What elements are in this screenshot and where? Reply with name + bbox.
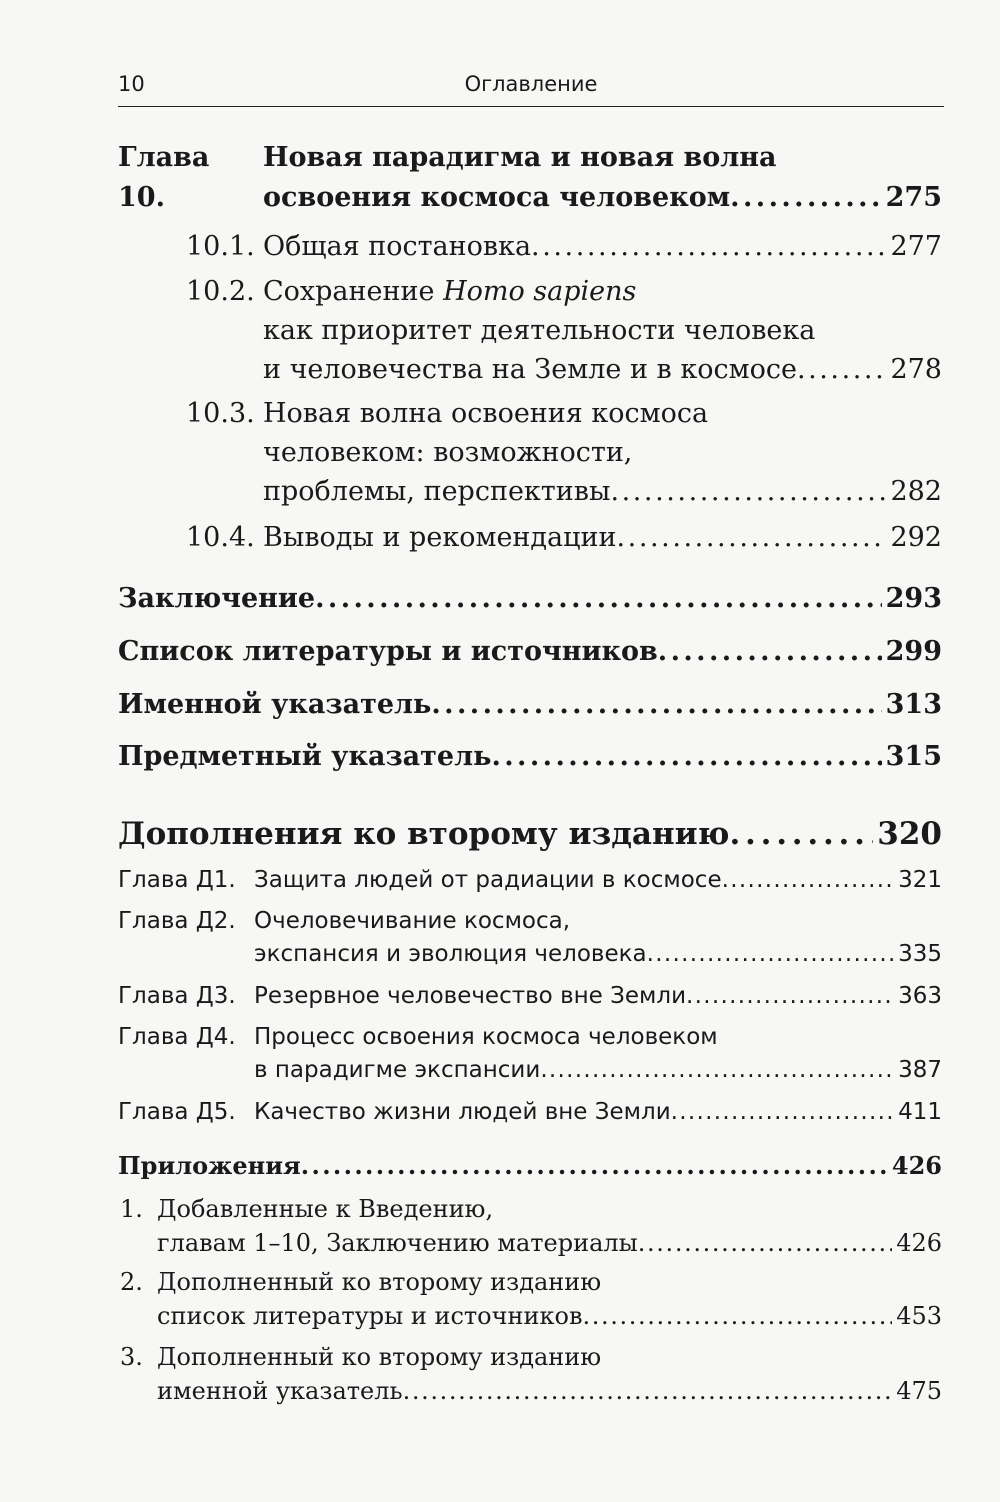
- chapter-title-line: Новая парадигма и новая волна: [263, 142, 777, 173]
- leader-dots: [582, 1299, 892, 1333]
- toc-appendix-2[interactable]: [120, 1265, 942, 1333]
- appendix-number: 1.: [120, 1195, 143, 1223]
- page-ref: 275: [885, 182, 942, 213]
- entry-title: Предметный указатель: [118, 741, 492, 772]
- page-ref: 313: [885, 689, 942, 720]
- chapter-label: Глава Д3.: [118, 983, 236, 1009]
- appendix-title-line: Добавленные к Введению,: [157, 1195, 494, 1223]
- leader-dots: [531, 227, 886, 266]
- appendix-title-last-line: именной указатель: [157, 1377, 403, 1405]
- toc-chapter-10[interactable]: [118, 138, 942, 218]
- section-title-line: как приоритет деятельности человека: [263, 315, 816, 346]
- section-title-prefix: Сохранение: [263, 276, 444, 307]
- toc-conclusion[interactable]: [118, 579, 942, 619]
- leader-dots: [647, 938, 894, 971]
- leader-dots: [658, 632, 882, 672]
- section-title: Общая постановка: [263, 231, 532, 262]
- leader-dots: [730, 178, 881, 218]
- leader-dots: [617, 518, 887, 557]
- toc-chapter-d2[interactable]: [118, 905, 942, 971]
- chapter-label: Глава Д1.: [118, 867, 236, 893]
- leader-dots: [315, 579, 882, 619]
- page-ref: 426: [896, 1229, 942, 1257]
- toc-appendix-3[interactable]: [120, 1340, 942, 1408]
- page-ref: 426: [891, 1151, 942, 1180]
- section-heading: Дополнения ко второму изданию: [118, 816, 730, 852]
- appendix-title-last-line: главам 1–10, Заключению материалы: [157, 1229, 638, 1257]
- chapter-title: Защита людей от радиации в космосе: [254, 867, 722, 893]
- leader-dots: [610, 472, 886, 511]
- leader-dots: [403, 1374, 893, 1408]
- toc-bibliography[interactable]: [118, 632, 942, 672]
- entry-title: Заключение: [118, 583, 316, 614]
- page-ref: 335: [898, 941, 942, 967]
- page-ref: 315: [885, 741, 942, 772]
- chapter-title-last-line: в парадигме экспансии: [254, 1057, 541, 1083]
- toc-section-10-4[interactable]: [186, 518, 942, 557]
- page-ref: 299: [885, 636, 942, 667]
- leader-dots: [491, 737, 881, 777]
- entry-title: Список литературы и источников: [118, 636, 658, 667]
- leader-dots: [301, 1149, 888, 1183]
- leader-dots: [797, 350, 887, 389]
- toc-section-10-1[interactable]: [186, 227, 942, 266]
- toc-second-edition[interactable]: [118, 812, 942, 856]
- section-title: Выводы и рекомендации: [263, 522, 617, 553]
- leader-dots: [722, 864, 894, 897]
- toc-chapter-d3[interactable]: [118, 980, 942, 1013]
- section-number: 10.3.: [186, 398, 255, 429]
- page-ref: 321: [898, 867, 942, 893]
- toc-chapter-d5[interactable]: [118, 1096, 942, 1129]
- entry-title: Приложения: [118, 1151, 301, 1180]
- chapter-title: Качество жизни людей вне Земли: [254, 1099, 671, 1125]
- page-ref: 320: [877, 816, 942, 852]
- section-title-italic: Homo sapiens: [443, 276, 637, 307]
- page-number: 10: [118, 72, 145, 96]
- section-number: 10.1.: [186, 231, 255, 262]
- section-number: 10.4.: [186, 522, 255, 553]
- chapter-title: Резервное человечество вне Земли: [254, 983, 687, 1009]
- toc-chapter-d1[interactable]: [118, 864, 942, 897]
- leader-dots: [686, 980, 894, 1013]
- toc-subject-index[interactable]: [118, 737, 942, 777]
- running-title: Оглавление: [464, 72, 598, 96]
- appendix-title-line: Дополненный ко второму изданию: [157, 1268, 602, 1296]
- appendix-number: 2.: [120, 1268, 143, 1296]
- toc-section-10-3[interactable]: [186, 394, 942, 511]
- chapter-label: Глава Д2.: [118, 908, 236, 934]
- section-title-line: Новая волна освоения космоса: [263, 398, 709, 429]
- toc-appendix-1[interactable]: [120, 1192, 942, 1260]
- chapter-title-last-line: экспансия и эволюция человека: [254, 941, 647, 967]
- entry-title: Именной указатель: [118, 689, 432, 720]
- leader-dots: [638, 1226, 892, 1260]
- chapter-title-line: Очеловечивание космоса,: [254, 908, 571, 934]
- page-ref: 475: [896, 1377, 942, 1405]
- chapter-label: Глава 10.: [118, 142, 210, 213]
- appendix-title-line: Дополненный ко второму изданию: [157, 1343, 602, 1371]
- page-ref: 293: [885, 583, 942, 614]
- page-ref: 387: [898, 1057, 942, 1083]
- leader-dots: [431, 685, 881, 725]
- section-title-line: человеком: возможности,: [263, 437, 633, 468]
- appendix-number: 3.: [120, 1343, 143, 1371]
- chapter-title-last-line: освоения космоса человеком: [263, 182, 731, 213]
- toc-section-10-2[interactable]: [186, 272, 942, 389]
- leader-dots: [540, 1054, 894, 1087]
- page-ref: 363: [898, 983, 942, 1009]
- section-number: 10.2.: [186, 276, 255, 307]
- toc-chapter-d4[interactable]: [118, 1021, 942, 1087]
- leader-dots: [729, 812, 873, 856]
- page-ref: 453: [896, 1302, 942, 1330]
- page-ref: 411: [898, 1099, 942, 1125]
- chapter-label: Глава Д4.: [118, 1024, 236, 1050]
- page-ref: 277: [890, 231, 942, 262]
- section-title-last-line: проблемы, перспективы: [263, 476, 611, 507]
- chapter-title-line: Процесс освоения космоса человеком: [254, 1024, 718, 1050]
- section-title-last-line: и человечества на Земле и в космосе: [263, 354, 797, 385]
- appendix-title-last-line: список литературы и источников: [157, 1302, 583, 1330]
- chapter-label: Глава Д5.: [118, 1099, 236, 1125]
- toc-appendices[interactable]: [118, 1149, 942, 1183]
- page-header: [118, 66, 944, 107]
- page-ref: 282: [890, 476, 942, 507]
- page-ref: 278: [890, 354, 942, 385]
- toc-name-index[interactable]: [118, 685, 942, 725]
- leader-dots: [671, 1096, 894, 1129]
- page-ref: 292: [890, 522, 942, 553]
